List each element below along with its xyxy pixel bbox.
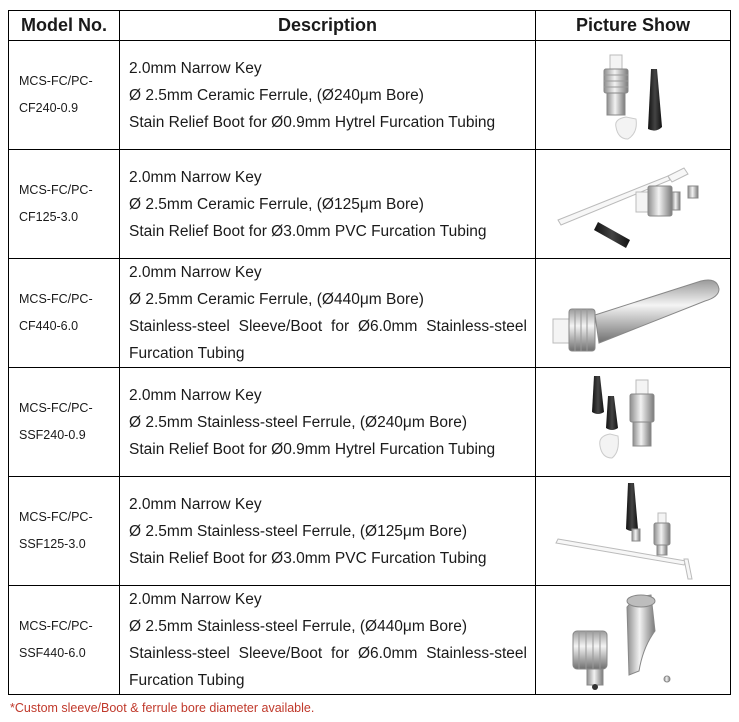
header-model: Model No. bbox=[9, 11, 120, 41]
picture-cell bbox=[536, 150, 731, 259]
description-line: Stainless-steel Sleeve/Boot for Ø6.0mm Stainless-steel bbox=[129, 645, 527, 662]
model-line: MCS-FC/PC- bbox=[19, 74, 93, 88]
footnote: *Custom sleeve/Boot & ferrule bore diameter available. bbox=[10, 701, 315, 715]
description-line: Ø 2.5mm Stainless-steel Ferrule, (Ø240μm Bore) bbox=[129, 413, 467, 431]
model-line: CF440-6.0 bbox=[19, 319, 79, 333]
description-cell bbox=[120, 41, 536, 150]
description-cell bbox=[120, 259, 536, 368]
model-line: SSF125-3.0 bbox=[19, 537, 86, 551]
table-row bbox=[9, 150, 731, 259]
description-line: Stainless-steel Sleeve/Boot for Ø6.0mm Stainless-steel bbox=[129, 318, 527, 335]
fc-connector-kit-with-tube-icon bbox=[548, 154, 718, 254]
description-line: 2.0mm Narrow Key bbox=[129, 495, 262, 513]
model-line: MCS-FC/PC- bbox=[19, 619, 93, 633]
description-cell bbox=[120, 477, 536, 586]
header-row bbox=[9, 11, 731, 41]
model-cell bbox=[9, 259, 120, 368]
model-line: SSF440-6.0 bbox=[19, 646, 86, 660]
description-cell bbox=[120, 368, 536, 477]
product-table bbox=[8, 10, 731, 695]
description-line: Stain Relief Boot for Ø0.9mm Hytrel Furcation Tubing bbox=[129, 113, 496, 131]
description-line: Stain Relief Boot for Ø3.0mm PVC Furcation Tubing bbox=[129, 222, 487, 240]
description-line: 2.0mm Narrow Key bbox=[129, 591, 262, 608]
description-line: Furcation Tubing bbox=[129, 672, 245, 689]
model-cell bbox=[9, 150, 120, 259]
fc-connector-kit-with-tube-icon bbox=[546, 479, 721, 583]
model-line: CF125-3.0 bbox=[19, 210, 79, 224]
model-line: MCS-FC/PC- bbox=[19, 183, 93, 197]
description-line: Stain Relief Boot for Ø0.9mm Hytrel Furcation Tubing bbox=[129, 440, 496, 458]
description-line: Ø 2.5mm Ceramic Ferrule, (Ø440μm Bore) bbox=[129, 291, 424, 308]
description-line: 2.0mm Narrow Key bbox=[129, 264, 262, 281]
model-line: MCS-FC/PC- bbox=[19, 401, 93, 415]
model-line: MCS-FC/PC- bbox=[19, 510, 93, 524]
description-line: 2.0mm Narrow Key bbox=[129, 168, 262, 186]
description-line: 2.0mm Narrow Key bbox=[129, 386, 262, 404]
description-line: Ø 2.5mm Ceramic Ferrule, (Ø240μm Bore) bbox=[129, 86, 424, 104]
description-line: Ø 2.5mm Stainless-steel Ferrule, (Ø125μm Bore) bbox=[129, 522, 467, 540]
model-line: CF240-0.9 bbox=[19, 101, 79, 115]
description-line: 2.0mm Narrow Key bbox=[129, 59, 262, 77]
picture-cell bbox=[536, 41, 731, 150]
table-row bbox=[9, 368, 731, 477]
header-description: Description bbox=[120, 11, 536, 41]
table-row bbox=[9, 477, 731, 586]
picture-cell bbox=[536, 259, 731, 368]
description-line: Ø 2.5mm Ceramic Ferrule, (Ø125μm Bore) bbox=[129, 195, 424, 213]
header-picture: Picture Show bbox=[536, 11, 731, 41]
model-cell bbox=[9, 477, 120, 586]
fc-connector-steel-sleeve-icon bbox=[541, 263, 726, 363]
model-line: SSF240-0.9 bbox=[19, 428, 86, 442]
table-row bbox=[9, 259, 731, 368]
description-line: Stain Relief Boot for Ø3.0mm PVC Furcation Tubing bbox=[129, 549, 487, 567]
model-cell bbox=[9, 41, 120, 150]
model-line: MCS-FC/PC- bbox=[19, 292, 93, 306]
table-row bbox=[9, 41, 731, 150]
fc-connector-steel-sleeve-icon bbox=[543, 587, 723, 693]
model-cell bbox=[9, 368, 120, 477]
picture-cell bbox=[536, 368, 731, 477]
picture-cell bbox=[536, 477, 731, 586]
description-line: Ø 2.5mm Stainless-steel Ferrule, (Ø440μm Bore) bbox=[129, 618, 467, 635]
description-cell bbox=[120, 150, 536, 259]
model-cell bbox=[9, 586, 120, 695]
fc-connector-boot-sleeve-icon bbox=[558, 372, 708, 472]
description-line: Furcation Tubing bbox=[129, 345, 245, 362]
description-cell bbox=[120, 586, 536, 695]
fc-connector-boot-sleeve-icon bbox=[558, 45, 708, 145]
picture-cell bbox=[536, 586, 731, 695]
table-row bbox=[9, 586, 731, 695]
